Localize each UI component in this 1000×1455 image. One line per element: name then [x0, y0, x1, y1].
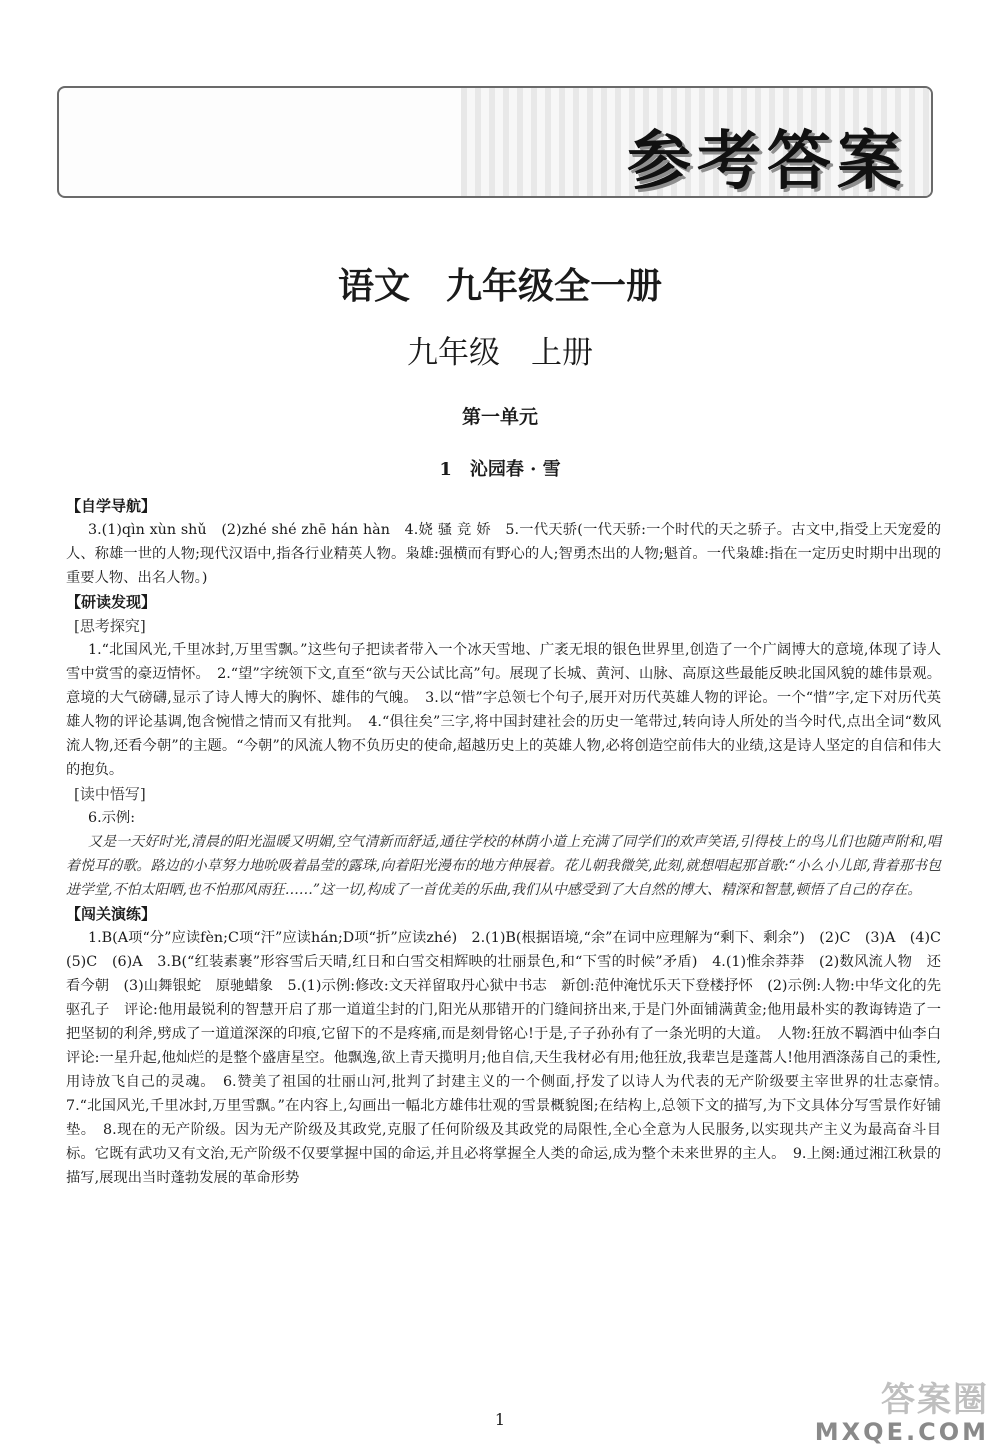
lesson-title: 1 沁园春 · 雪 — [439, 459, 561, 480]
paragraph-duzhong-label: 6.示例: — [88, 810, 136, 826]
unit-title: 第一单元 — [461, 406, 538, 428]
header-banner — [57, 86, 933, 198]
paragraph-sikao: 1.“北国风光,千里冰封,万里雪飘。”这些句子把读者带入一个冰天雪地、广袤无垠的银色世界里,创造了一个广阔博大的意境,体现了诗人雪中赏雪的豪迈情怀。 2.“望”字统领下文,直至“欲与天公试比高”句。展现了长城、黄河、山脉、高原这些最能反映北国风貌的雄伟景观。意境的大气磅礴,显示了诗人博大的胸怀、雄伟的气魄。 3.以“惜”字总领七个句子,展开对历代英雄人物的评论。一个“惜”字,定下对历代英雄人物的评论基调,饱含惋惜之情而又有批判。 4.“俱往矣”三字,将中国封建社会的历史一笔带过,转向诗人所处的当今时代,点出全词“数风流人物,还看今朝”的主题。“今朝”的风流人物不负历史的使命,超越历史上的英雄人物,必将创造空前伟大的业绩,这是诗人坚定的自信和伟大的抱负。 — [66, 642, 941, 778]
page-number: 1 — [494, 1410, 506, 1429]
answer-content — [66, 494, 956, 1190]
watermark-logo — [790, 1370, 995, 1450]
watermark-bottom-text: MXQE.COM — [814, 1418, 989, 1446]
paragraph-chuangguan: 1.B(A项“分”应读fèn;C项“汗”应读hán;D项“折”应读zhé) 2.(1)B(根据语境,“余”在词中应理解为“剩下、剩余”) (2)C (3)A (4)C (5)C (6)A 3.B(“红装素裹”形容雪后天晴,红日和白雪交相辉映的壮丽景色,和“下雪的时候”矛盾) 4.(1)惟余莽莽 (2)数风流人物 还看今朝 (3)山舞银蛇 原驰蜡象 5.(1)示例:修改:文天祥留取丹心狱中书志 新创:范仲淹忧乐天下登楼抒怀 (2)示例:人物:中华文化的先驱孔子 评论:他用最锐利的智慧开启了那一道道尘封的门,阳光从那错开的门缝间挤出来,于是门外面铺满黄金;他用最朴实的教诲铸造了一把坚韧的利斧,劈成了一道道深深的印痕,它留下的不是疼痛,而是刻骨铭心!于是,子子孙孙有了一条光明的大道。 人物:狂放不羁酒中仙李白 评论:一星升起,他灿烂的是整个盛唐星空。他飘逸,欲上青天揽明月;他自信,天生我材必有用;他狂放,我辈岂是蓬蒿人!他用酒涤荡自己的秉性,用诗放飞自己的灵魂。 6.赞美了祖国的壮丽山河,批判了封建主义的一个侧面,抒发了以诗人为代表的无产阶级要主宰世界的壮志豪情。 7.“北国风光,千里冰封,万里雪飘。”在内容上,勾画出一幅北方雄伟壮观的雪景概貌图;在结构上,总领下文的描写,为下文具体分写雪景作好铺垫。 8.现在的无产阶级。因为无产阶级及其政党,克服了任何阶级及其政党的局限性,全心全意为人民服务,以实现共产主义为最高奋斗目标。它既有武功又有文治,无产阶级不仅要掌握中国的命运,并且必将掌握全人类的命运,成为整个未来世界的主人。 9.上阕:通过湘江秋景的描写,展现出当时蓬勃发展的革命形势 — [66, 930, 956, 1186]
subsection-duzhong: [读中悟写] — [74, 785, 146, 803]
subsection-sikao: [思考探究] — [74, 617, 146, 635]
paragraph-duzhong-sample: 又是一天好时光,清晨的阳光温暖又明媚,空气清新而舒适,通往学校的林荫小道上充满了同学们的欢声笑语,引得枝上的鸟儿们也随声附和,唱着悦耳的歌。路边的小草努力地吮吸着晶莹的露珠,向着阳光漫布的地方伸展着。花儿朝我微笑,此刻,就想唱起那首歌:“小么小儿郎,背着那书包进学堂,不怕太阳晒,也不怕那风雨狂……”这一切,构成了一首优美的乐曲,我们从中感受到了大自然的博大、精深和智慧,顿悟了自己的存在。 — [66, 834, 941, 898]
paragraph-zixue: 3.(1)qìn xùn shǔ (2)zhé shé zhē hán hàn 4.娆 骚 竞 娇 5.一代天骄(一代天骄:一个时代的天之骄子。古文中,指受上天宠爱的人、称雄一世的人物;现代汉语中,指各行业精英人物。枭雄:强横而有野心的人;智勇杰出的人物;魁首。一代枭雄:指在一定历史时期中出现的重要人物、出名人物。) — [66, 522, 941, 586]
banner-title: 参考答案 — [627, 125, 907, 198]
section-heading-yandu: 【研读发现】 — [66, 593, 157, 611]
subject-title: 语文 九年级全一册 — [337, 265, 662, 307]
volume-title: 九年级 上册 — [407, 335, 593, 371]
section-heading-chuangguan: 【闯关演练】 — [66, 905, 157, 923]
watermark-top-text: 答案圈 — [881, 1380, 989, 1420]
section-heading-zixue: 【自学导航】 — [66, 497, 157, 515]
